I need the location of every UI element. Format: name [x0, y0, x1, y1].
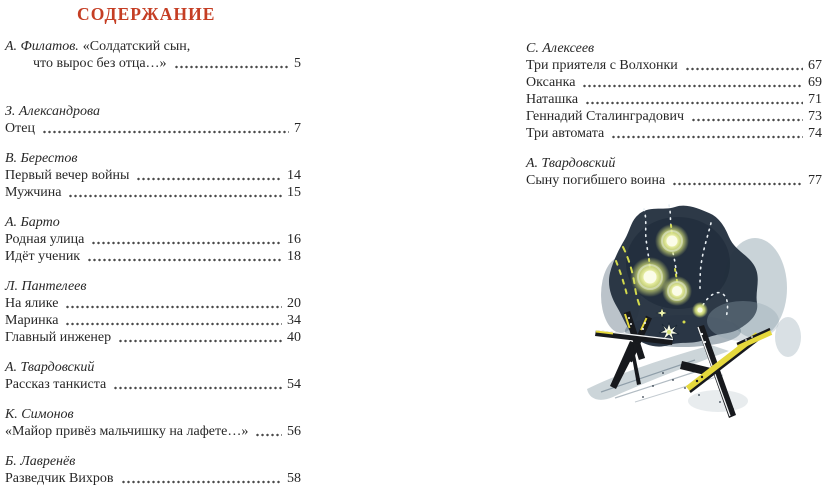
toc-group [5, 38, 301, 72]
entry-title: Маринка [5, 313, 59, 328]
dot-leader [136, 177, 282, 181]
dot-leader [585, 101, 803, 105]
dot-leader [91, 241, 282, 245]
toc-entry [5, 295, 301, 312]
entry-title: Три приятеля с Волхонки [526, 58, 678, 73]
author-name: С. Алексеев [526, 41, 595, 56]
toc-group [5, 214, 301, 265]
page-number: 5 [294, 56, 301, 71]
toc-entry [5, 329, 301, 346]
toc-title: СОДЕРЖАНИЕ [77, 4, 216, 24]
page-number: 15 [287, 185, 301, 200]
dot-leader [255, 433, 282, 437]
toc-entry [526, 91, 822, 108]
right-column-groups [526, 40, 822, 189]
author-name: А. Барто [5, 215, 60, 230]
dot-leader [65, 305, 282, 309]
toc-entry [526, 57, 822, 74]
dot-leader [174, 65, 289, 69]
page-number: 56 [287, 424, 301, 439]
dot-leader [68, 194, 282, 198]
toc-group [526, 155, 822, 189]
author-name: А. Филатов. [5, 39, 79, 54]
toc-entry [5, 312, 301, 329]
author-name: А. Твардовский [526, 156, 616, 171]
page-number: 34 [287, 313, 301, 328]
toc-entry [526, 125, 822, 142]
page-number: 67 [808, 58, 822, 73]
toc-group [5, 103, 301, 137]
entry-title: Отец [5, 121, 35, 136]
page-number: 73 [808, 109, 822, 124]
toc-entry [5, 376, 301, 393]
entry-title: Главный инженер [5, 330, 112, 345]
page-number: 16 [287, 232, 301, 247]
toc-entry [526, 108, 822, 125]
author-name: А. Твардовский [5, 360, 95, 375]
left-column [5, 4, 301, 500]
toc-entry [5, 423, 301, 440]
toc-illustration [583, 203, 807, 422]
entry-title: Мужчина [5, 185, 62, 200]
page-number: 69 [808, 75, 822, 90]
dot-leader [87, 258, 282, 262]
toc-group [5, 359, 301, 393]
author-inline-title: «Солдатский сын, [82, 39, 191, 54]
toc-entry [526, 74, 822, 91]
toc-entry [5, 231, 301, 248]
dot-leader [113, 386, 282, 390]
entry-title: Наташка [526, 92, 579, 107]
page-number: 14 [287, 168, 301, 183]
dot-leader [65, 322, 282, 326]
dot-leader [611, 135, 803, 139]
author-name: Б. Лавренёв [5, 454, 76, 469]
toc-entry [5, 167, 301, 184]
entry-title: Первый вечер войны [5, 168, 130, 183]
page-number: 54 [287, 377, 301, 392]
toc-group [526, 40, 822, 142]
dot-leader [672, 182, 803, 186]
entry-title: «Майор привёз мальчишку на лафете…» [5, 424, 249, 439]
author-name: К. Симонов [5, 407, 74, 422]
dot-leader [118, 339, 282, 343]
page-number: 77 [808, 173, 822, 188]
entry-title: Сыну погибшего воина [526, 173, 666, 188]
page-number: 7 [294, 121, 301, 136]
dot-leader [582, 84, 803, 88]
entry-title: Оксанка [526, 75, 576, 90]
toc-entry [5, 120, 301, 137]
entry-title: что вырос без отца…» [33, 56, 167, 71]
left-column-groups [5, 38, 301, 487]
page-number: 20 [287, 296, 301, 311]
entry-title: На ялике [5, 296, 59, 311]
author-name: Л. Пантелеев [5, 279, 87, 294]
dot-leader [691, 118, 803, 122]
dot-leader [42, 130, 289, 134]
entry-title: Родная улица [5, 232, 85, 247]
dot-leader [121, 480, 283, 484]
toc-entry [526, 172, 822, 189]
right-column [526, 40, 822, 202]
toc-entry [5, 248, 301, 265]
author-name: З. Александрова [5, 104, 101, 119]
entry-title: Разведчик Вихров [5, 471, 114, 486]
entry-title: Три автомата [526, 126, 605, 141]
toc-entry [5, 184, 301, 201]
toc-group [5, 150, 301, 201]
entry-title: Рассказ танкиста [5, 377, 107, 392]
toc-group [5, 278, 301, 346]
page-number: 58 [287, 471, 301, 486]
author-name: В. Берестов [5, 151, 78, 166]
toc-entry [5, 470, 301, 487]
toc-group [5, 406, 301, 440]
dot-leader [685, 67, 803, 71]
page-number: 71 [808, 92, 822, 107]
page-number: 40 [287, 330, 301, 345]
page-number: 18 [287, 249, 301, 264]
toc-group [5, 453, 301, 487]
entry-title: Идёт ученик [5, 249, 81, 264]
entry-title: Геннадий Сталинградович [526, 109, 685, 124]
page-number: 74 [808, 126, 822, 141]
toc-entry [5, 55, 301, 72]
